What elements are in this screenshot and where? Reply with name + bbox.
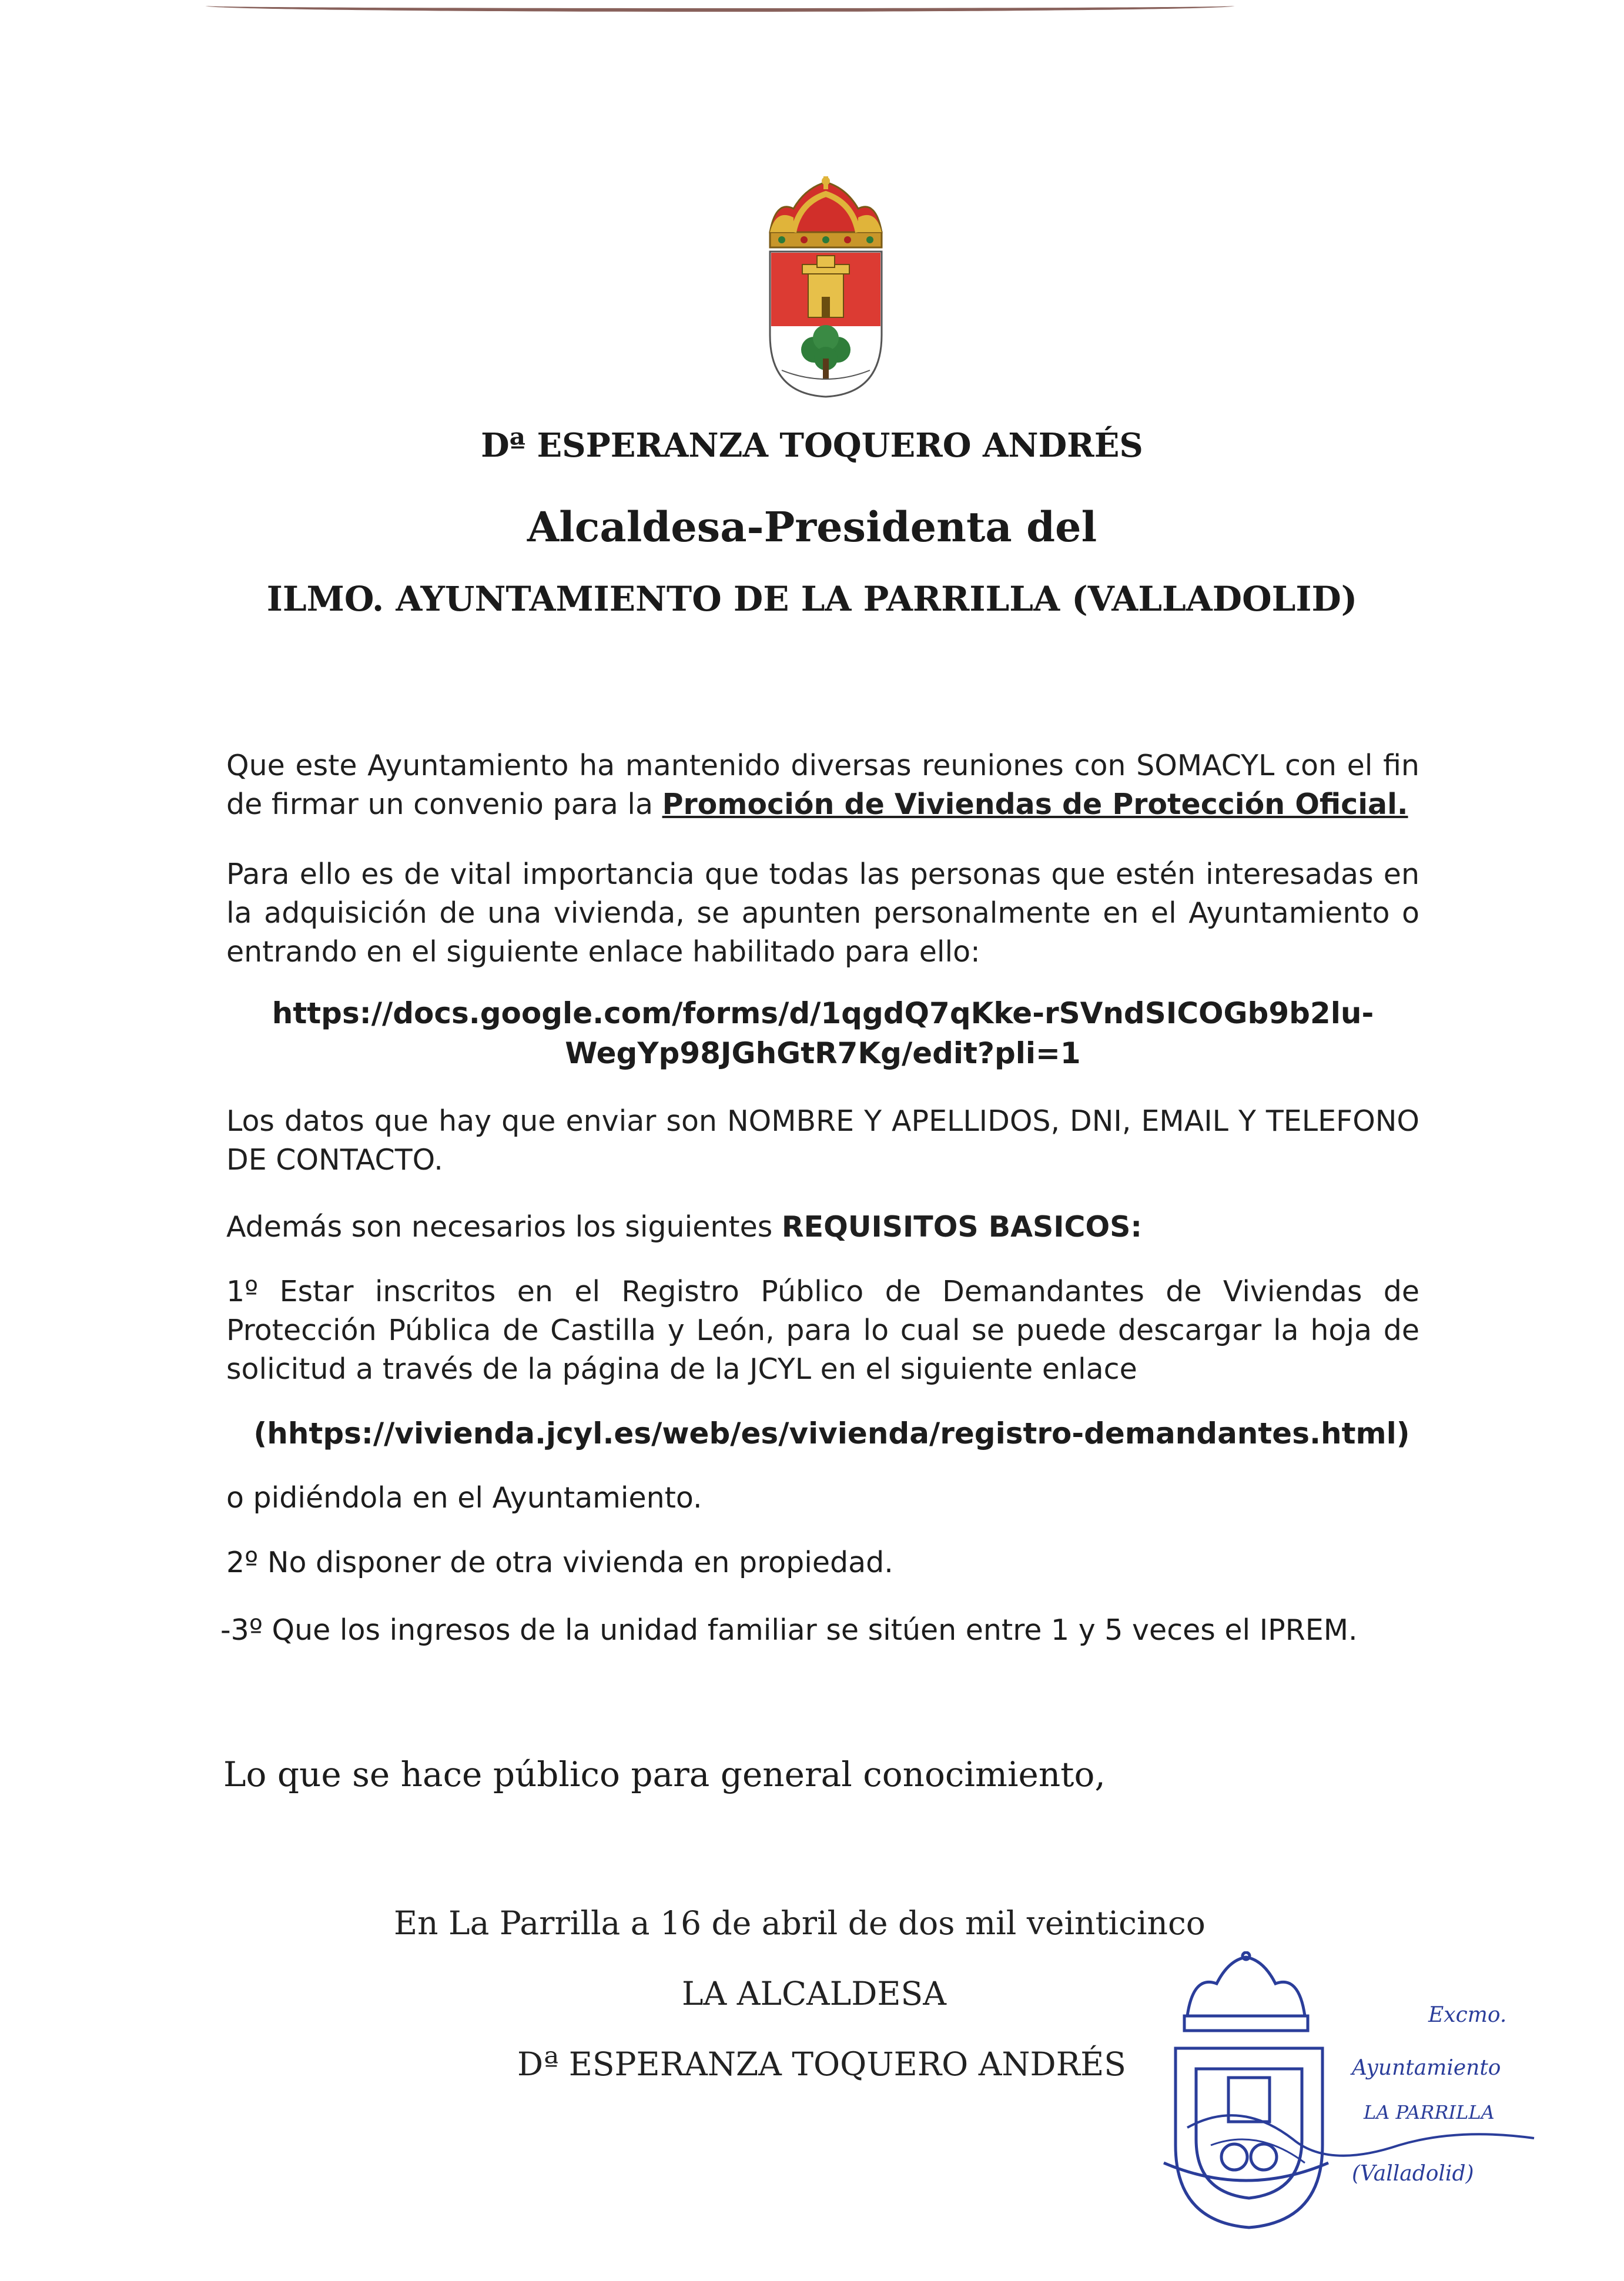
form-link-line1: https://docs.google.com/forms/d/1qgdQ7qKke-rSVndSICOGb9b2lu- bbox=[272, 996, 1374, 1030]
paragraph-intro bbox=[226, 746, 1419, 824]
requirement-3: -3º Que los ingresos de la unidad familiar se sitúen entre 1 y 5 veces el IPREM. bbox=[220, 1613, 1358, 1647]
coat-of-arms-icon bbox=[758, 176, 893, 400]
requirement-1: 1º Estar inscritos en el Registro Público de Demandantes de Viviendas de Protección Pública de Castilla y León, para lo cual se puede descargar la hoja de solicitud a través de la página de la JCYL en el siguiente enlace bbox=[226, 1275, 1419, 1386]
stamp-line-2: Ayuntamiento bbox=[1352, 2056, 1501, 2080]
stamp-line-3: LA PARRILLA bbox=[1364, 2101, 1495, 2123]
place-and-date: En La Parrilla a 16 de abril de dos mil veinticinco bbox=[394, 1904, 1206, 1942]
stamp-line-1: Excmo. bbox=[1428, 2003, 1507, 2027]
intro-text: Que este Ayuntamiento ha mantenido diversas reuniones con SOMACYL con el fin de firmar un convenio para la bbox=[226, 749, 1419, 821]
requirement-2: 2º No disponer de otra vivienda en propiedad. bbox=[226, 1546, 893, 1579]
paragraph-required-data: Los datos que hay que enviar son NOMBRE Y APELLIDOS, DNI, EMAIL Y TELEFONO DE CONTACTO. bbox=[226, 1104, 1419, 1177]
registry-link[interactable]: (hhtps://vivienda.jcyl.es/web/es/vivienda/registro-demandantes.html) bbox=[253, 1416, 1410, 1451]
closing-statement: Lo que se hace público para general conocimiento, bbox=[223, 1754, 1106, 1794]
stamp-line-4: (Valladolid) bbox=[1352, 2162, 1474, 2186]
institution-heading: ILMO. AYUNTAMIENTO DE LA PARRILLA (VALLADOLID) bbox=[266, 579, 1358, 619]
signatory-title: LA ALCALDESA bbox=[682, 1975, 946, 2012]
requirements-label: REQUISITOS BASICOS: bbox=[781, 1210, 1143, 1244]
scan-edge-line bbox=[206, 0, 1234, 12]
mayor-name-heading: Dª ESPERANZA TOQUERO ANDRÉS bbox=[481, 426, 1143, 465]
paragraph-requirements-intro bbox=[226, 1208, 1419, 1247]
requirement-1-alternative: o pidiéndola en el Ayuntamiento. bbox=[226, 1481, 702, 1515]
requirements-intro-text: Además son necesarios los siguientes bbox=[226, 1210, 782, 1244]
signatory-name: Dª ESPERANZA TOQUERO ANDRÉS bbox=[517, 2045, 1126, 2083]
mayor-role-heading: Alcaldesa-Presidenta del bbox=[527, 503, 1097, 551]
official-stamp-icon bbox=[1152, 1951, 1540, 2257]
paragraph-instructions: Para ello es de vital importancia que todas las personas que estén interesadas en la adquisición de una vivienda, se apunten personalmente en el Ayuntamiento o entrando en el siguiente enlace habilitado para ello: bbox=[226, 858, 1419, 969]
program-name: Promoción de Viviendas de Protección Oficial. bbox=[662, 788, 1408, 821]
form-link[interactable] bbox=[226, 993, 1419, 1073]
form-link-line2: WegYp98JGhGtR7Kg/edit?pli=1 bbox=[565, 1036, 1081, 1070]
